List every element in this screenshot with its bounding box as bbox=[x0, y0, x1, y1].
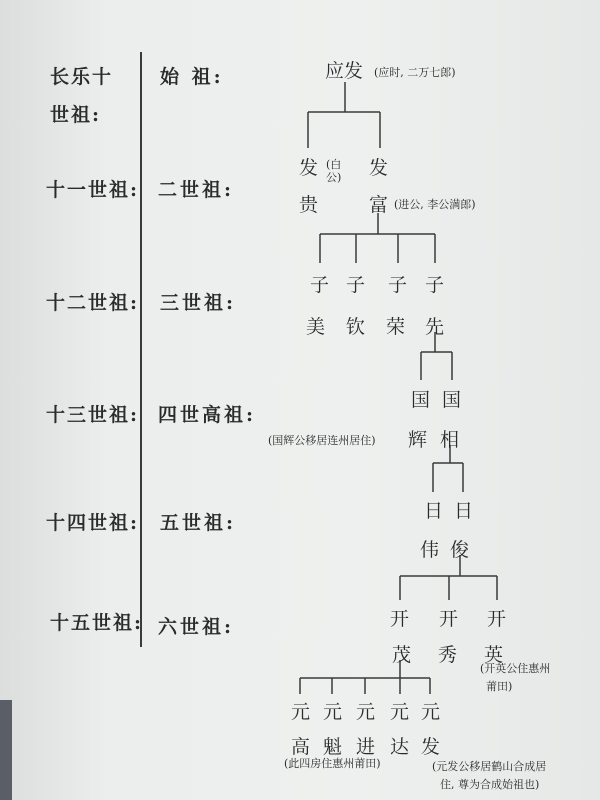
name-gen3-3-top: 子 bbox=[388, 274, 408, 296]
label-changle-11: 十一世祖: bbox=[46, 179, 140, 201]
note-gen2-a: (白公) bbox=[326, 158, 342, 184]
name-gen1: 应发 bbox=[325, 60, 364, 82]
name-gen3-2-bottom: 钦 bbox=[346, 316, 366, 338]
name-gen2-a-bottom: 贵 bbox=[299, 194, 319, 216]
name-gen6-1-bottom: 茂 bbox=[392, 644, 412, 666]
name-gen4-2-top: 国 bbox=[442, 389, 462, 411]
note-gen7-left: (此四房住惠州莆田) bbox=[284, 757, 381, 770]
name-gen7-3-top: 元 bbox=[356, 701, 376, 723]
name-gen6-2-bottom: 秀 bbox=[438, 644, 458, 666]
name-gen4-2-bottom: 相 bbox=[440, 429, 460, 451]
label-gen-2: 二世祖: bbox=[158, 179, 235, 201]
label-changle-13: 十三世祖: bbox=[46, 404, 140, 426]
label-changle-12: 十二世祖: bbox=[46, 292, 140, 314]
note-gen7-right-line2: 住, 尊为合成始祖也) bbox=[440, 778, 540, 791]
name-gen7-5-bottom: 发 bbox=[421, 736, 441, 758]
name-gen5-1-top: 日 bbox=[424, 500, 444, 522]
name-gen2-a-top: 发 bbox=[299, 157, 319, 179]
name-gen7-1-top: 元 bbox=[291, 701, 311, 723]
note-gen6-line1: (开英公住惠州 bbox=[480, 662, 551, 675]
name-gen2-b-top: 发 bbox=[369, 157, 389, 179]
name-gen3-4-bottom: 先 bbox=[425, 316, 445, 338]
name-gen7-4-bottom: 达 bbox=[390, 736, 410, 758]
name-gen7-5-top: 元 bbox=[421, 701, 441, 723]
name-gen7-4-top: 元 bbox=[390, 701, 410, 723]
name-gen4-1-bottom: 辉 bbox=[408, 429, 428, 451]
label-gen-6: 六世祖: bbox=[158, 616, 235, 638]
name-gen7-2-top: 元 bbox=[323, 701, 343, 723]
name-gen6-3-top: 开 bbox=[487, 608, 507, 630]
name-gen5-2-bottom: 俊 bbox=[450, 539, 470, 561]
label-changle-14: 十四世祖: bbox=[46, 512, 140, 534]
note-gen1: (应时, 二万七郎) bbox=[374, 66, 456, 79]
note-gen4: (国辉公移居连州居住) bbox=[268, 434, 376, 447]
name-gen6-1-top: 开 bbox=[390, 608, 410, 630]
name-gen2-b-bottom: 富 bbox=[369, 194, 389, 216]
name-gen3-4-top: 子 bbox=[425, 274, 445, 296]
name-gen3-3-bottom: 荣 bbox=[386, 316, 406, 338]
label-gen-5: 五世祖: bbox=[160, 512, 237, 534]
name-gen5-1-bottom: 伟 bbox=[420, 539, 440, 561]
label-changle-15: 十五世祖: bbox=[50, 612, 144, 634]
name-gen6-2-top: 开 bbox=[439, 608, 459, 630]
name-gen3-1-bottom: 美 bbox=[306, 316, 326, 338]
name-gen4-1-top: 国 bbox=[411, 389, 431, 411]
note-gen6-line2: 莆田) bbox=[486, 680, 513, 693]
name-gen6-3-bottom: 英 bbox=[484, 644, 504, 666]
name-gen5-2-top: 日 bbox=[454, 500, 474, 522]
name-gen3-2-top: 子 bbox=[346, 274, 366, 296]
name-gen7-2-bottom: 魁 bbox=[323, 736, 343, 758]
name-gen7-3-bottom: 进 bbox=[356, 736, 376, 758]
note-gen2-b: (进公, 李公满郎) bbox=[394, 198, 476, 211]
note-gen7-right-line1: (元发公移居鹤山合成居 bbox=[432, 760, 547, 773]
label-changle-10-line1: 长乐十 bbox=[50, 66, 114, 88]
name-gen7-1-bottom: 高 bbox=[291, 736, 311, 758]
label-gen-4: 四世高祖: bbox=[158, 404, 257, 426]
label-gen-1: 始 祖: bbox=[160, 66, 224, 88]
label-gen-3: 三世祖: bbox=[160, 292, 237, 314]
label-changle-10-line2: 世祖: bbox=[50, 104, 102, 126]
name-gen3-1-top: 子 bbox=[310, 274, 330, 296]
